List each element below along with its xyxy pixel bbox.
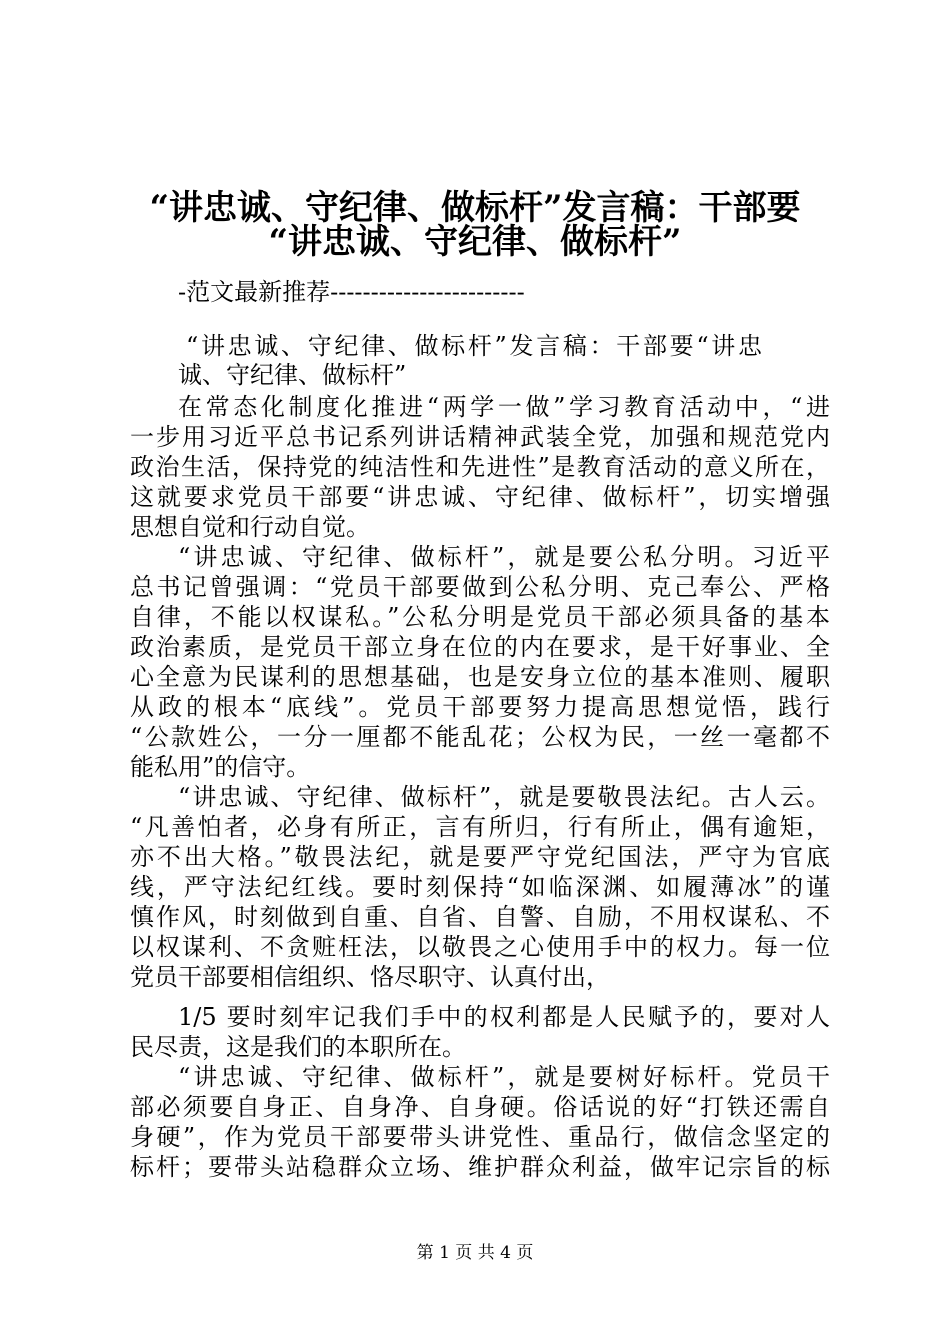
paragraph-line: 标杆；要带头站稳群众立场、维护群众利益，做牢记宗旨的标 [130, 1153, 830, 1181]
paragraph-line: 从政的根本“底线”。党员干部要努力提高思想觉悟，践行 [130, 693, 830, 721]
subtitle-line: “讲忠诚、守纪律、做标杆”发言稿：干部要“讲忠 [186, 332, 762, 360]
paragraph-line: 慎作风，时刻做到自重、自省、自警、自励，不用权谋私、不 [130, 903, 830, 931]
paragraph-line: 自律，不能以权谋私。”公私分明是党员干部必须具备的基本 [130, 603, 830, 631]
subtitle-line: 诚、守纪律、做标杆” [178, 361, 407, 389]
paragraph-line: 心全意为民谋利的思想基础，也是安身立位的基本准则、履职 [130, 663, 830, 691]
paragraph-line: 1/5 要时刻牢记我们手中的权利都是人民赋予的，要对人 [178, 1003, 830, 1031]
page-footer: 第 1 页 共 4 页 [416, 1243, 534, 1263]
paragraph-line: “讲忠诚、守纪律、做标杆”，就是要公私分明。习近平 [178, 543, 830, 571]
paragraph-line: 思想自觉和行动自觉。 [130, 513, 370, 541]
paragraph-line: “公款姓公，一分一厘都不能乱花；公权为民，一丝一毫都不 [130, 723, 830, 751]
source-line: -范文最新推荐------------------------ [178, 278, 525, 306]
paragraph-line: 身硬”，作为党员干部要带头讲党性、重品行，做信念坚定的 [130, 1123, 830, 1151]
paragraph-line: “凡善怕者，必身有所正，言有所归，行有所止，偶有逾矩， [130, 813, 830, 841]
paragraph-line: 民尽责，这是我们的本职所在。 [130, 1033, 466, 1061]
paragraph-line: 总书记曾强调：“党员干部要做到公私分明、克己奉公、严格 [130, 573, 830, 601]
paragraph-line: 这就要求党员干部要“讲忠诚、守纪律、做标杆”，切实增强 [130, 483, 830, 511]
paragraph-line: 在常态化制度化推进“两学一做”学习教育活动中，“进 [178, 393, 830, 421]
paragraph-line: 一步用习近平总书记系列讲话精神武装全党，加强和规范党内 [130, 423, 830, 451]
paragraph-line: 部必须要自身正、自身净、自身硬。俗话说的好“打铁还需自 [130, 1093, 830, 1121]
document-title-line-2: “讲忠诚、守纪律、做标杆” [268, 222, 682, 262]
paragraph-line: 党员干部要相信组织、恪尽职守、认真付出， [130, 963, 610, 991]
paragraph-line: “讲忠诚、守纪律、做标杆”，就是要树好标杆。党员干 [178, 1063, 830, 1091]
paragraph-line: 政治生活，保持党的纯洁性和先进性”是教育活动的意义所在， [130, 453, 830, 481]
document-title-line-1: “讲忠诚、守纪律、做标杆”发言稿：干部要 [149, 188, 801, 228]
paragraph-line: 能私用”的信守。 [130, 753, 311, 781]
paragraph-line: 政治素质，是党员干部立身在位的内在要求，是干好事业、全 [130, 633, 830, 661]
paragraph-line: 线，严守法纪红线。要时刻保持“如临深渊、如履薄冰”的谨 [130, 873, 830, 901]
paragraph-line: 亦不出大格。”敬畏法纪，就是要严守党纪国法，严守为官底 [130, 843, 830, 871]
paragraph-line: 以权谋利、不贪赃枉法，以敬畏之心使用手中的权力。每一位 [130, 933, 830, 961]
paragraph-line: “讲忠诚、守纪律、做标杆”，就是要敬畏法纪。古人云。 [178, 783, 830, 811]
